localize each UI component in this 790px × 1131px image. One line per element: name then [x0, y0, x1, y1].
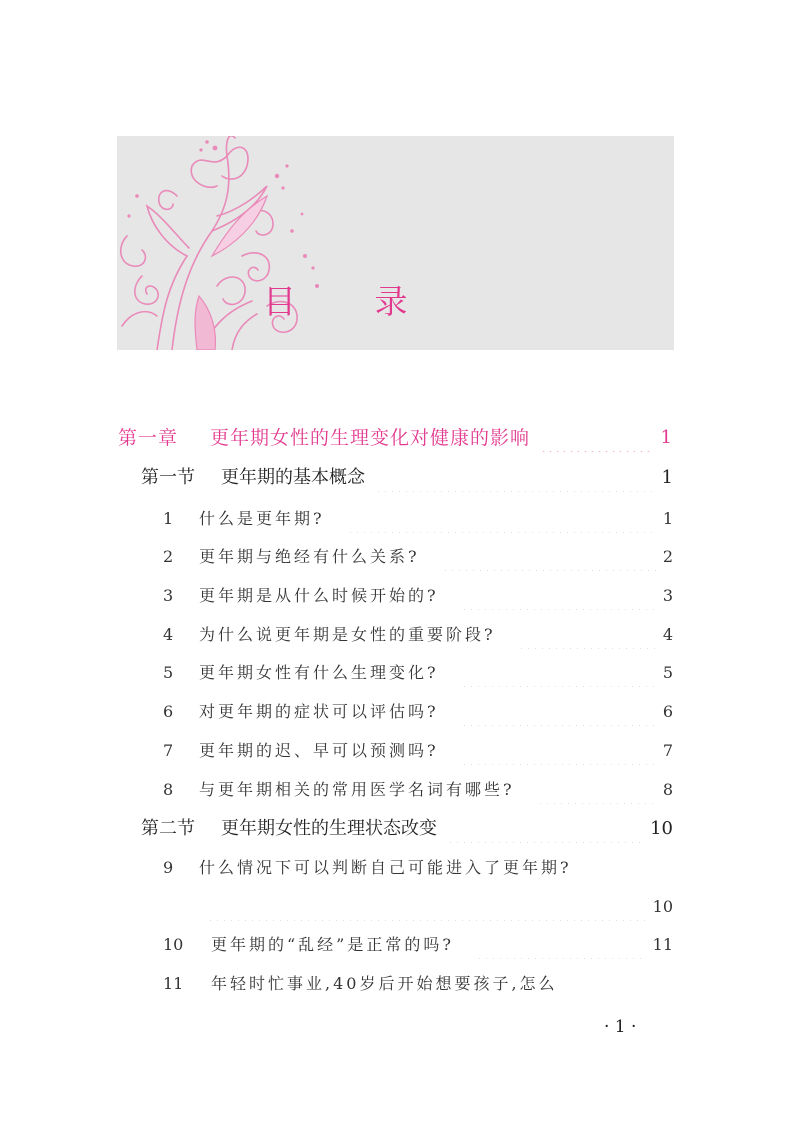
- item-page: 1: [662, 509, 673, 528]
- dot-leader: [540, 424, 655, 452]
- toc-section-row[interactable]: [141, 464, 673, 492]
- toc-item-row[interactable]: [163, 854, 673, 882]
- toc-item-row[interactable]: [163, 776, 673, 804]
- item-number: 1: [163, 509, 174, 528]
- toc-item-row[interactable]: [163, 931, 673, 959]
- toc-item-row[interactable]: [163, 621, 673, 649]
- item-page: 2: [662, 547, 673, 566]
- dot-leader: [518, 621, 657, 649]
- item-number: 2: [163, 547, 174, 566]
- chapter-title: 更年期女性的生理变化对健康的影响: [210, 427, 531, 449]
- toc-item-row[interactable]: [163, 737, 673, 765]
- dot-leader: [461, 737, 657, 765]
- item-number: 8: [163, 780, 174, 799]
- item-title: 更年期的迟、早可以预测吗?: [199, 741, 439, 760]
- item-page: 3: [662, 586, 673, 605]
- item-page: 4: [662, 625, 673, 644]
- item-page: 7: [662, 741, 673, 760]
- page-number: · 1 ·: [604, 1017, 637, 1037]
- dot-leader: [375, 464, 656, 492]
- header-banner: [117, 136, 674, 350]
- toc-section-row[interactable]: [141, 815, 673, 843]
- toc-item-row[interactable]: [163, 698, 673, 726]
- section-title: 更年期的基本概念: [221, 467, 365, 488]
- toc-item-continuation[interactable]: [207, 893, 673, 921]
- dot-leader: [537, 776, 657, 804]
- item-number: 9: [163, 858, 174, 877]
- item-number: 6: [163, 702, 174, 721]
- dot-leader: [347, 505, 657, 533]
- page-title: 目 录: [263, 282, 442, 321]
- dot-leader: [476, 931, 647, 959]
- item-page: 6: [662, 702, 673, 721]
- item-number: 4: [163, 625, 174, 644]
- item-number: 5: [163, 663, 174, 682]
- section-page: 1: [661, 467, 673, 488]
- section-title: 更年期女性的生理状态改变: [221, 818, 437, 839]
- item-title: 为什么说更年期是女性的重要阶段?: [199, 625, 496, 644]
- item-page: 8: [662, 780, 673, 799]
- section-label: 第一节: [141, 467, 195, 488]
- dot-leader: [442, 543, 657, 571]
- chapter-label: 第一章: [118, 427, 179, 449]
- item-title: 什么情况下可以判断自己可能进入了更年期?: [199, 858, 572, 877]
- dot-leader: [461, 659, 657, 687]
- toc-chapter-row[interactable]: [118, 424, 673, 452]
- dot-leader: [461, 582, 657, 610]
- item-title: 更年期与绝经有什么关系?: [199, 547, 420, 566]
- item-number: 11: [163, 974, 184, 993]
- item-title: 年轻时忙事业,40岁后开始想要孩子,怎么: [211, 974, 558, 993]
- item-number: 7: [163, 741, 174, 760]
- section-page: 10: [650, 818, 673, 839]
- toc-item-row[interactable]: [163, 505, 673, 533]
- item-page: 10: [652, 897, 673, 916]
- item-page: 11: [652, 935, 673, 954]
- item-title: 更年期是从什么时候开始的?: [199, 586, 439, 605]
- toc-item-row[interactable]: [163, 659, 673, 687]
- item-title: 与更年期相关的常用医学名词有哪些?: [199, 780, 515, 799]
- toc-item-row[interactable]: [163, 543, 673, 571]
- toc-item-row[interactable]: [163, 970, 673, 998]
- item-title: 更年期女性有什么生理变化?: [199, 663, 439, 682]
- item-title: 对更年期的症状可以评估吗?: [199, 702, 439, 721]
- item-page: 5: [662, 663, 673, 682]
- item-number: 3: [163, 586, 174, 605]
- chapter-page: 1: [660, 427, 673, 448]
- section-label: 第二节: [141, 818, 195, 839]
- dot-leader: [207, 893, 647, 921]
- item-number: 10: [163, 935, 184, 954]
- dot-leader: [461, 698, 657, 726]
- dot-leader: [447, 815, 644, 843]
- toc-item-row[interactable]: [163, 582, 673, 610]
- item-title: 什么是更年期?: [199, 509, 325, 528]
- item-title: 更年期的“乱经”是正常的吗?: [211, 935, 454, 954]
